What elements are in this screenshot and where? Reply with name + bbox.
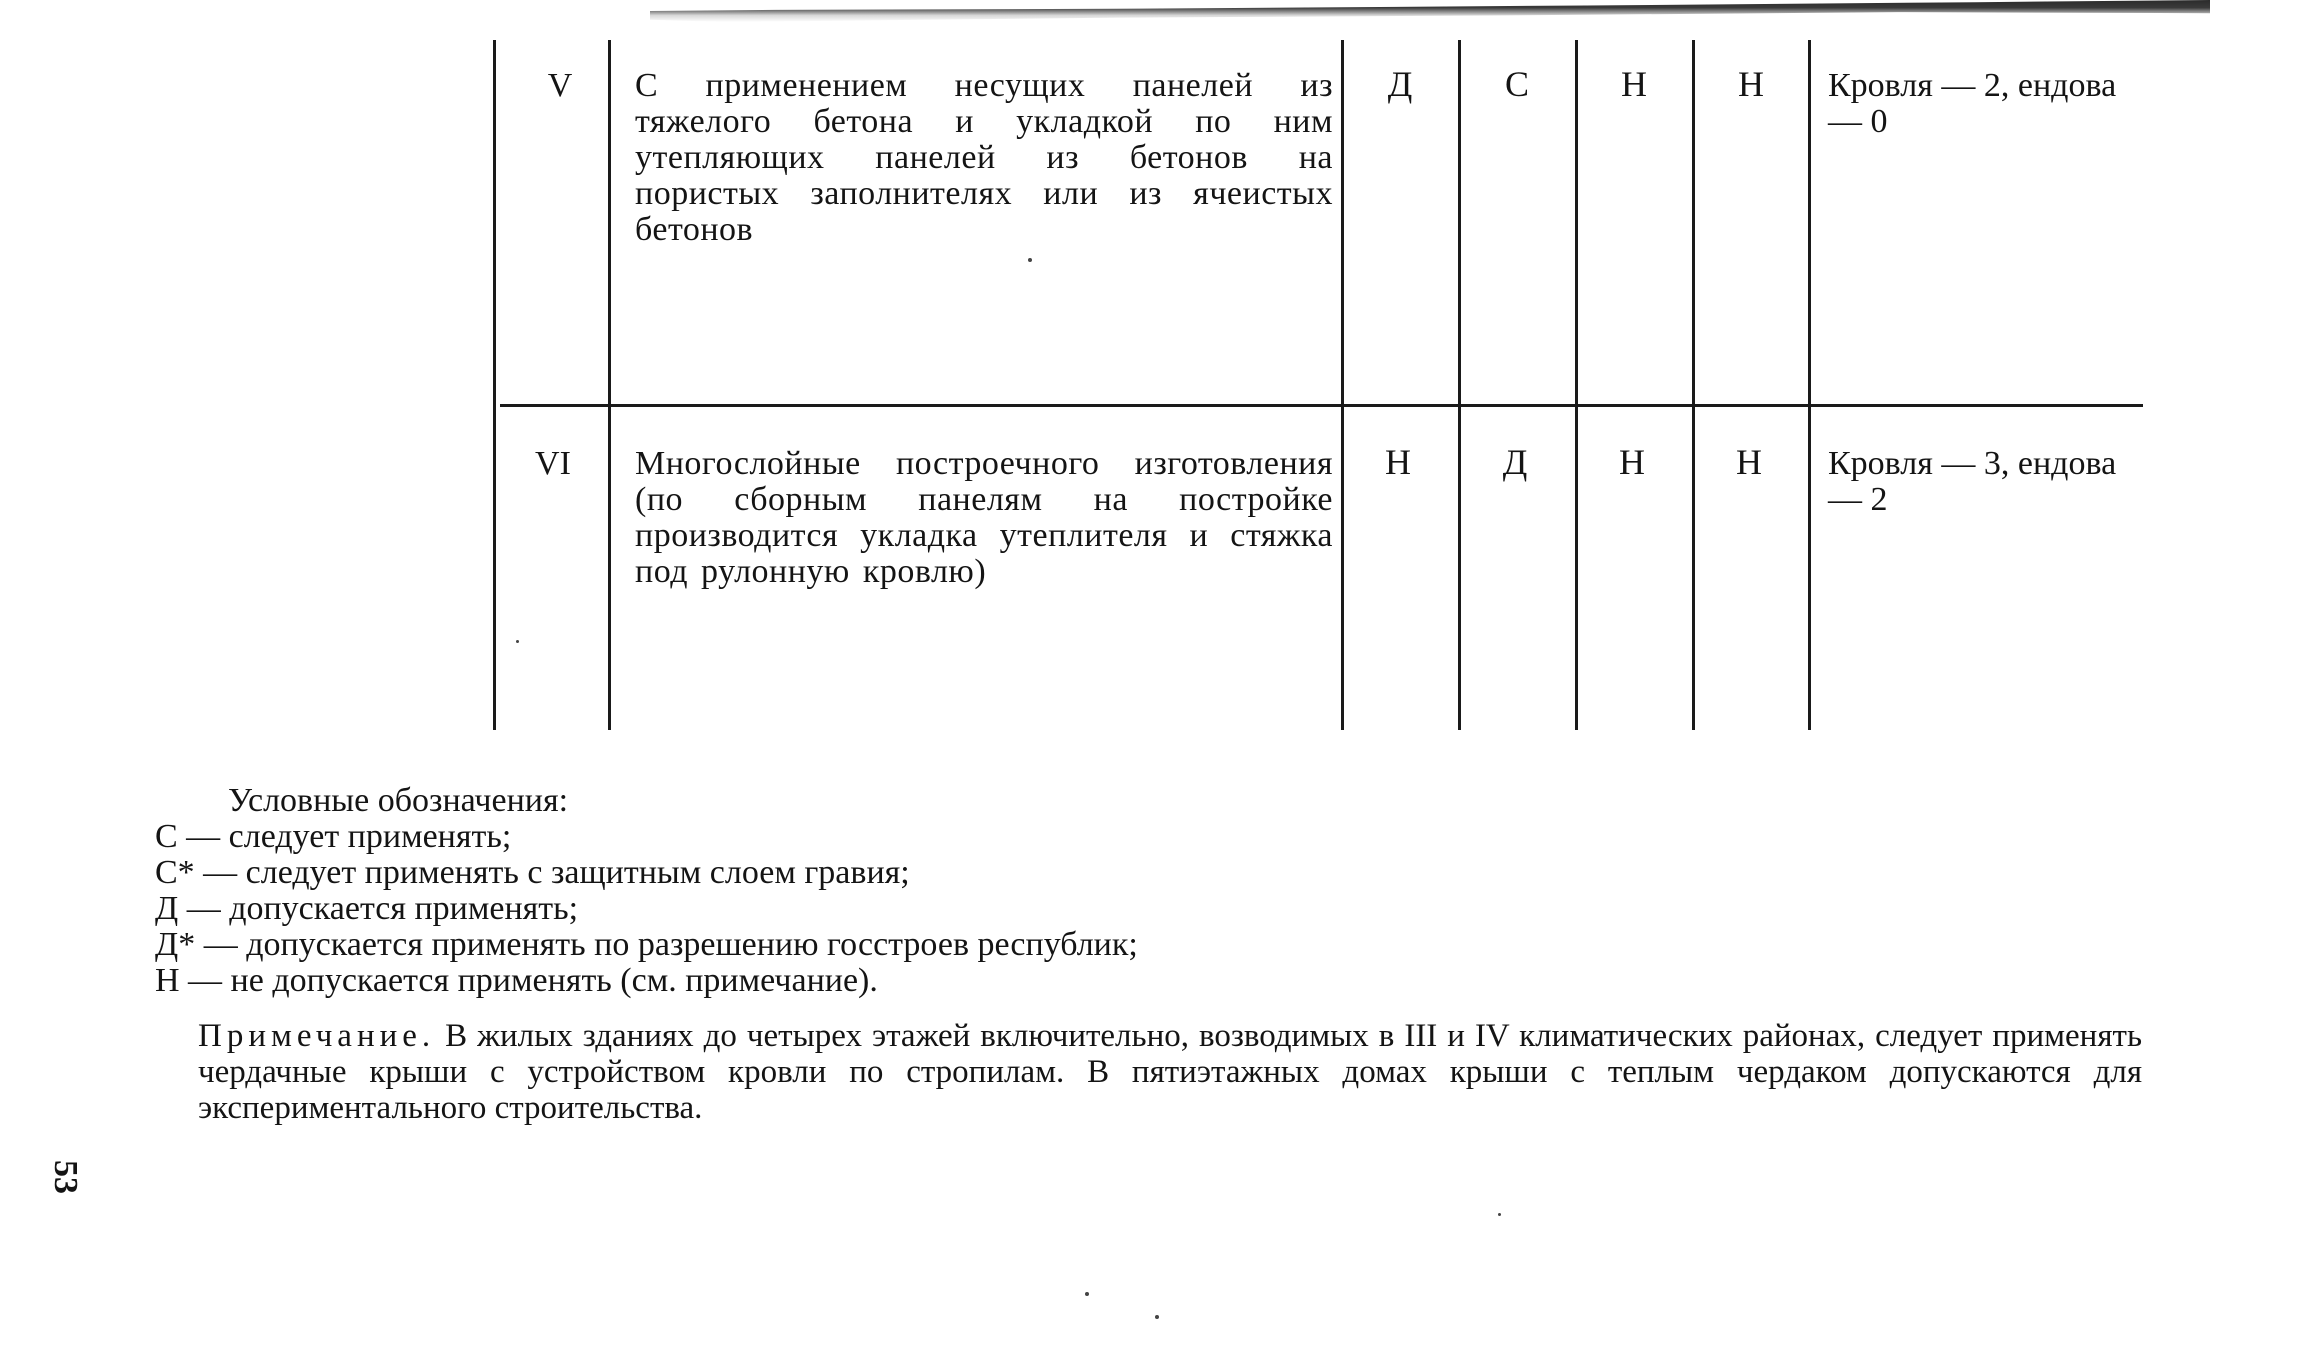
row-mark-4: Н	[1738, 64, 1764, 104]
scan-top-edge	[650, 0, 2210, 22]
legend-item: Н — не допускается применять (см. примечание).	[155, 962, 878, 999]
row-mark-3: Н	[1621, 64, 1647, 104]
legend-item: С* — следует применять с защитным слоем гравия;	[155, 854, 910, 891]
table-divider-col4	[1808, 40, 1811, 730]
legend-item: Д — допускается применять;	[155, 890, 579, 927]
table-divider-number	[608, 40, 611, 730]
row-mark-2: Д	[1502, 442, 1528, 482]
row-note: Кровля — 3, ендова — 2	[1828, 445, 2117, 518]
remark-label: Примечание.	[198, 1018, 436, 1054]
page-number: 53	[47, 1160, 84, 1194]
row-mark-4: Н	[1736, 442, 1762, 482]
table-divider-desc	[1341, 40, 1344, 730]
table-row-divider	[500, 404, 2143, 407]
row-mark-3: Н	[1619, 442, 1645, 482]
scan-speck	[1085, 1292, 1089, 1296]
table-divider-col2	[1575, 40, 1578, 730]
table-divider-col3	[1692, 40, 1695, 730]
scan-speck	[1028, 258, 1032, 262]
row-mark-1: Н	[1385, 442, 1411, 482]
scan-speck	[1498, 1213, 1501, 1216]
legend-item: Д* — допускается применять по разрешению госстроев республик;	[155, 926, 1138, 963]
row-description: С применением несущих панелей из тяжелого бетона и укладкой по ним утепляющих панелей из бетонов на пористых заполнителях или из ячеистых бетонов	[635, 67, 1333, 248]
remark-text: В жилых зданиях до четырех этажей включительно, возводимых в III и IV климатических районах, следует применять чердачные крыши с устройством кровли по стропилам. В пятиэтажных домах крыши с теплым чердаком допускаются для экспериментального строительства.	[198, 1018, 2142, 1126]
table-border-left	[493, 40, 496, 730]
row-number: VI	[535, 445, 571, 482]
row-note: Кровля — 2, ендова — 0	[1828, 67, 2117, 140]
row-description: Многослойные построечного изготовления (по сборным панелям на постройке производится укладка утеплителя и стяжка под рулонную кровлю)	[635, 445, 1333, 590]
row-mark-1: Д	[1387, 64, 1413, 104]
scan-speck	[516, 640, 519, 643]
legend-item: С — следует применять;	[155, 818, 512, 855]
row-mark-2: С	[1504, 64, 1529, 104]
table-divider-col1	[1458, 40, 1461, 730]
scan-speck	[1155, 1315, 1159, 1319]
legend-title: Условные обозначения:	[228, 782, 569, 819]
remark-paragraph	[198, 1018, 2142, 1126]
row-number: V	[547, 67, 573, 104]
